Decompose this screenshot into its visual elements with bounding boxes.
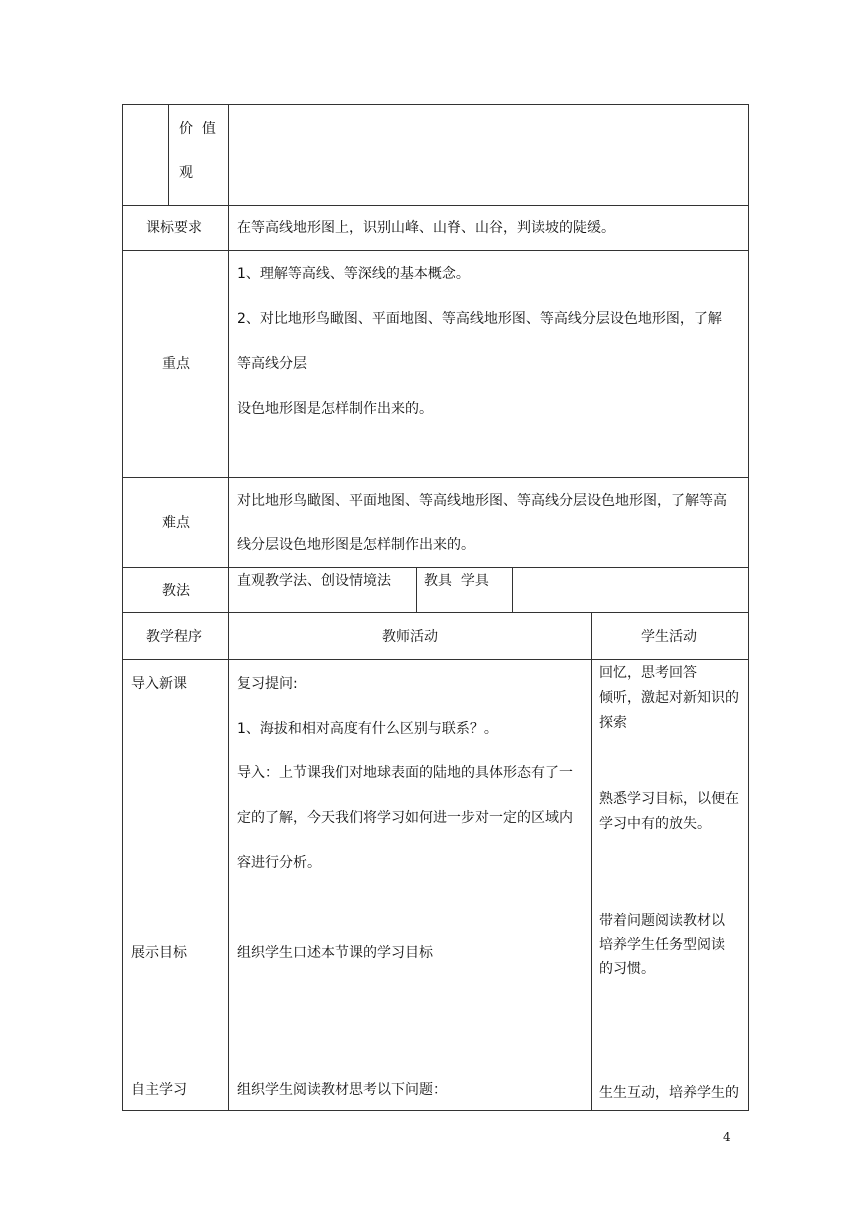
table-rule (122, 612, 749, 613)
difficulty-line: 对比地形鸟瞰图、平面地图、等高线地形图、等高线分层设色地形图，了解等高 (237, 493, 727, 509)
table-rule (122, 1110, 749, 1111)
teacher-activity-line: 复习提问: (237, 676, 298, 692)
teacher-activity-line: 1、海拔和相对高度有什么区别与联系？。 (237, 721, 498, 737)
table-rule (416, 567, 417, 612)
procedure-header: 教学程序 (146, 629, 202, 645)
student-activity-line: 探索 (599, 715, 627, 731)
student-activity-line: 培养学生任务型阅读 (599, 937, 725, 953)
page-number: 4 (723, 1130, 731, 1144)
table-rule (122, 567, 749, 568)
student-activity-line: 熟悉学习目标，以便在 (599, 791, 739, 807)
difficulty-line: 线分层设色地形图是怎样制作出来的。 (237, 537, 475, 553)
procedure-item: 展示目标 (131, 945, 187, 961)
student-activity-line: 的习惯。 (599, 961, 655, 977)
table-rule (228, 104, 229, 1111)
student-activity-line: 学习中有的放失。 (599, 816, 711, 832)
teacher-activity-line: 容进行分析。 (237, 855, 321, 871)
teacher-activity-line: 组织学生阅读教材思考以下问题： (237, 1082, 447, 1098)
table-rule (122, 104, 749, 105)
procedure-item: 自主学习 (131, 1082, 187, 1098)
teacher-activity-line: 定的了解，今天我们将学习如何进一步对一定的区域内 (237, 810, 573, 826)
table-rule (748, 104, 749, 1111)
standard-content: 在等高线地形图上，识别山峰、山脊、山谷，判读坡的陡缓。 (237, 220, 615, 236)
key-point-label: 重点 (162, 356, 190, 372)
value-label-line1: 价 值 (179, 121, 216, 137)
teacher-activity-line: 组织学生口述本节课的学习目标 (237, 945, 433, 961)
table-rule (122, 250, 749, 251)
table-rule (122, 104, 123, 1111)
student-activity-line: 带着问题阅读教材以 (599, 913, 725, 929)
teacher-activity-header: 教师活动 (382, 629, 438, 645)
table-rule (512, 567, 513, 612)
key-point-line: 等高线分层 (237, 356, 307, 372)
student-activity-line: 生生互动，培养学生的 (599, 1085, 739, 1101)
difficulty-label: 难点 (162, 515, 190, 531)
student-activity-line: 回忆，思考回答 (599, 665, 697, 681)
table-rule (122, 659, 749, 660)
method-label: 教法 (162, 583, 190, 599)
procedure-item: 导入新课 (131, 676, 187, 692)
method-content: 直观教学法、创设情境法 (237, 573, 391, 589)
table-rule (122, 477, 749, 478)
key-point-line: 1、理解等高线、等深线的基本概念。 (237, 266, 470, 282)
student-activity-header: 学生活动 (641, 629, 697, 645)
student-activity-line: 倾听，激起对新知识的 (599, 690, 739, 706)
key-point-line: 设色地形图是怎样制作出来的。 (237, 401, 433, 417)
table-rule (122, 205, 749, 206)
table-rule (168, 104, 169, 205)
tools-label: 教具 学具 (424, 573, 489, 589)
teacher-activity-line: 导入：上节课我们对地球表面的陆地的具体形态有了一 (237, 765, 573, 781)
key-point-line: 2、对比地形鸟瞰图、平面地图、等高线地形图、等高线分层设色地形图，了解 (237, 311, 722, 327)
table-rule (591, 612, 592, 1111)
value-label-line2: 观 (179, 165, 193, 181)
standard-label: 课标要求 (146, 220, 202, 236)
